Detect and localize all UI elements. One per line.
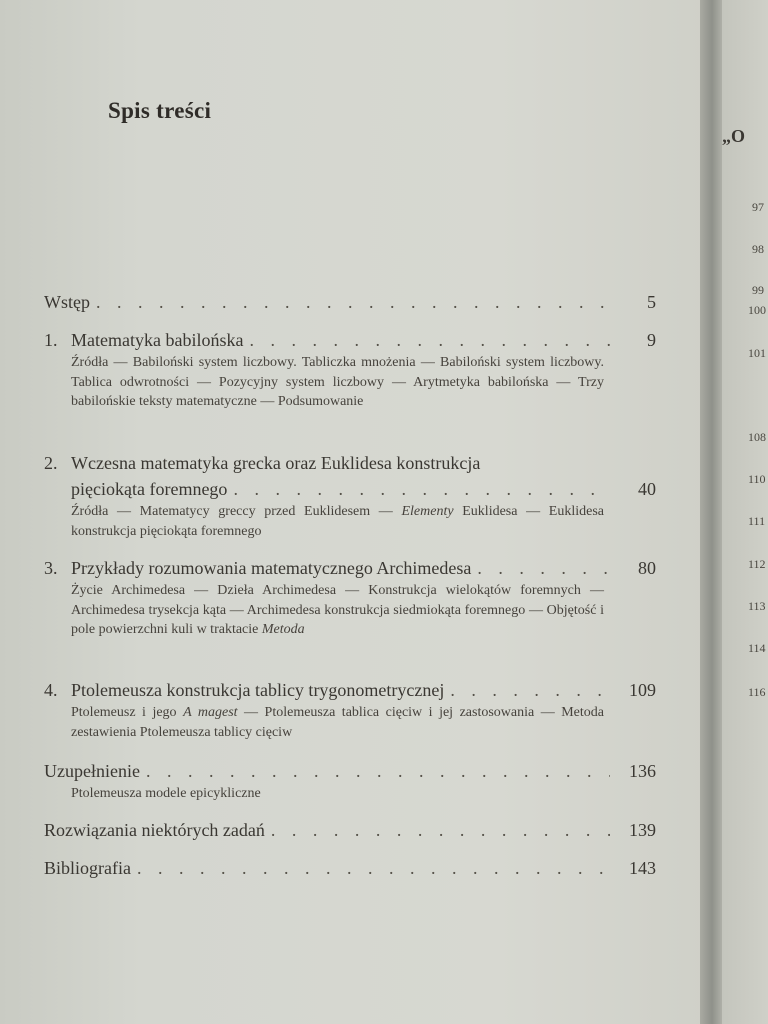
entry-page-number: 109 <box>629 680 656 700</box>
right-page-number: 101 <box>748 346 766 360</box>
entry-page-number: 5 <box>647 292 656 312</box>
right-page-number: 116 <box>748 685 766 699</box>
right-page-title-fragment: „O <box>722 126 746 146</box>
leader-dots <box>249 327 610 353</box>
entry-description: Życie Archimedesa — Dzieła Archimedesa — Konstrukcja wielokątów foremnych — Archimedesa trysekcja kąta — Archimedesa konstrukcja siedmiokąta foremnego — Objętość i pole powierzchni kuli w traktacie Metoda <box>71 583 604 637</box>
right-page-number: 98 <box>752 242 764 256</box>
entry-page-number: 9 <box>647 330 656 350</box>
italic-title: Elementy <box>401 504 454 519</box>
leader-dots <box>477 555 610 581</box>
right-page-number: 108 <box>748 430 766 444</box>
right-page-number: 111 <box>748 514 766 528</box>
leader-dots <box>96 289 610 315</box>
right-page-number: 99 <box>752 283 764 297</box>
leader-dots <box>450 677 610 703</box>
page-title: Spis treści <box>108 98 212 123</box>
chapter-number: 3. <box>44 558 58 578</box>
chapter-number: 2. <box>44 453 58 473</box>
right-page-number: 110 <box>748 472 766 486</box>
entry-page-number: 136 <box>629 761 656 781</box>
toc-entry-chapter-4[interactable] <box>44 677 656 742</box>
toc-entry-introduction[interactable] <box>44 289 656 315</box>
entry-page-number: 139 <box>629 820 656 840</box>
italic-title: A magest <box>183 705 238 720</box>
entry-description: Źródła — Babiloński system liczbowy. Tabliczka mnożenia — Babiloński system liczbowy. Tablica odwrotności — Pozycyjny system liczbowy — Arytmetyka babilońska — Trzy babilońskie teksty matematyczne — Podsumowanie <box>71 355 604 409</box>
right-page-number: 113 <box>748 599 766 613</box>
entry-description: Ptolemeusza modele epicykliczne <box>71 786 261 801</box>
entry-label: Matematyka babilońska <box>71 330 244 350</box>
toc-entry-chapter-1[interactable] <box>44 327 656 412</box>
book-gutter <box>700 0 724 1024</box>
italic-title: Metoda <box>261 622 305 637</box>
toc-entry-chapter-2[interactable] <box>44 450 656 541</box>
leader-dots <box>233 476 610 502</box>
entry-label: Bibliografia <box>44 858 131 878</box>
entry-label-line-1: Wczesna matematyka grecka oraz Euklidesa konstrukcja <box>71 453 481 473</box>
entry-page-number: 143 <box>629 858 656 878</box>
toc-entry-solutions[interactable] <box>44 817 656 843</box>
entry-page-number: 40 <box>638 479 656 499</box>
right-page-number: 112 <box>748 557 766 571</box>
chapter-number: 1. <box>44 330 58 350</box>
entry-label-line-2: pięciokąta foremnego <box>71 479 228 499</box>
right-page-number: 114 <box>748 641 766 655</box>
entry-label: Przykłady rozumowania matematycznego Archimedesa <box>71 558 472 578</box>
entry-page-number: 80 <box>638 558 656 578</box>
entry-label: Ptolemeusza konstrukcja tablicy trygonometrycznej <box>71 680 445 700</box>
entry-label: Rozwiązania niektórych zadań <box>44 820 265 840</box>
right-page-number: 100 <box>748 303 766 317</box>
entry-label: Wstęp <box>44 292 90 312</box>
entry-label: Uzupełnienie <box>44 761 140 781</box>
toc-entry-bibliography[interactable] <box>44 855 656 881</box>
toc-entry-chapter-3[interactable] <box>44 555 656 640</box>
leader-dots <box>146 758 610 784</box>
right-page-number: 97 <box>752 200 764 214</box>
entry-description: Ptolemeusz i jego A magest — Ptolemeusza tablica cięciw i jej zastosowania — Metoda zestawienia Ptolemeusza tablicy cięciw <box>71 705 604 740</box>
right-page-edge <box>722 0 768 1024</box>
chapter-number: 4. <box>44 680 58 700</box>
leader-dots <box>137 855 610 881</box>
toc-entry-supplement[interactable] <box>44 758 656 804</box>
entry-description: Źródła — Matematycy greccy przed Euklidesem — Elementy Euklidesa — Euklidesa konstrukcja pięciokąta foremnego <box>71 504 605 539</box>
leader-dots <box>271 817 610 843</box>
